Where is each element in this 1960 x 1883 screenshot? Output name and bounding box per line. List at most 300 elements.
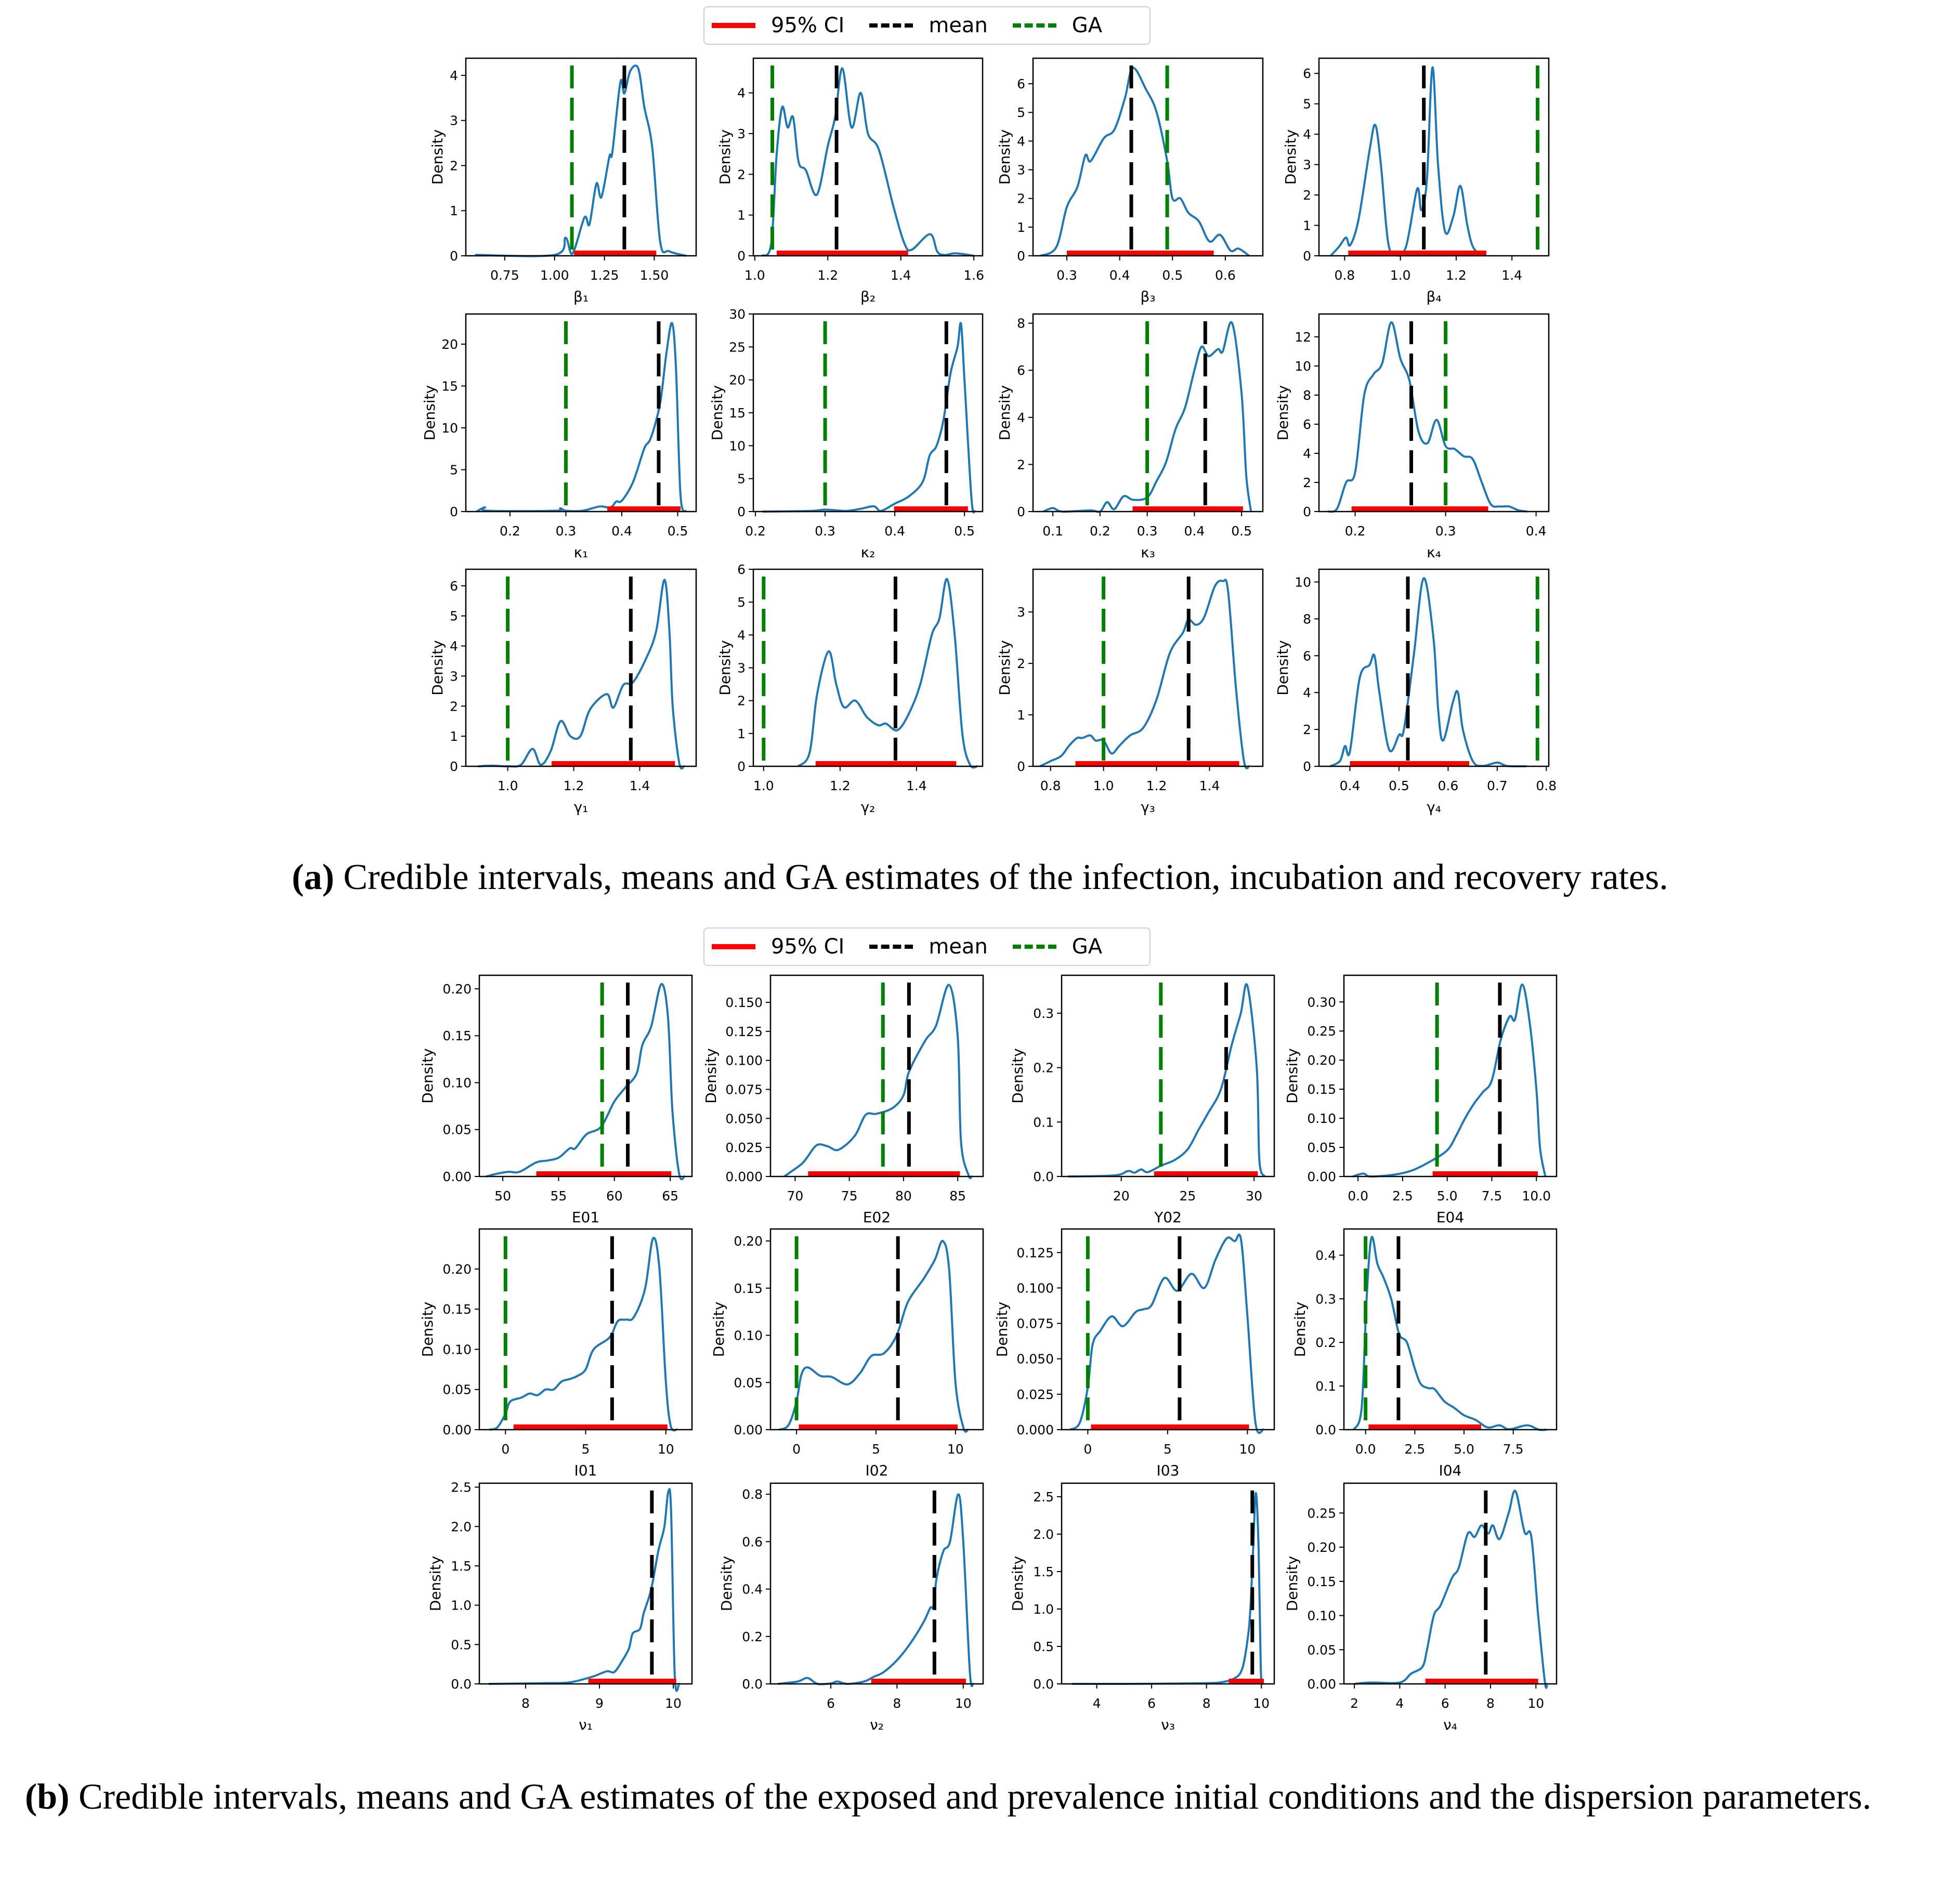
- x-tick-label: 10: [955, 1696, 972, 1711]
- y-tick-label: 2: [1017, 457, 1025, 473]
- x-axis-label: β₃: [1140, 288, 1156, 305]
- x-tick-label: 7.5: [1502, 1442, 1524, 1457]
- y-tick-label: 0.000: [1016, 1422, 1054, 1437]
- density-curve: [476, 323, 686, 512]
- y-tick-label: 5: [450, 462, 458, 478]
- y-tick-label: 0.10: [442, 1342, 472, 1357]
- x-tick-label: 5: [581, 1442, 590, 1457]
- y-tick-label: 4: [1303, 685, 1311, 701]
- density-panel-8: [1274, 314, 1549, 561]
- density-curve: [1354, 1237, 1547, 1430]
- density-panel-5: [421, 314, 696, 561]
- density-curve: [785, 985, 972, 1178]
- y-tick-label: 0.30: [1307, 995, 1336, 1010]
- x-tick-label: 5: [872, 1442, 880, 1457]
- y-tick-label: 0.0: [1033, 1677, 1054, 1692]
- x-tick-label: 7.5: [1481, 1188, 1502, 1204]
- y-axis-label: Density: [709, 385, 726, 441]
- legend-label-mean: mean: [929, 935, 988, 959]
- x-tick-label: 1.2: [1446, 268, 1467, 283]
- x-tick-label: 1.50: [639, 268, 669, 283]
- x-tick-label: 10: [1253, 1696, 1270, 1711]
- x-tick-label: 1.0: [497, 778, 518, 793]
- density-panel-15: [1009, 975, 1274, 1226]
- x-tick-label: 0.4: [1109, 268, 1130, 283]
- x-axis-label: I03: [1156, 1462, 1180, 1479]
- y-tick-label: 0.15: [1307, 1082, 1336, 1097]
- ci-line-swatch: [712, 944, 755, 949]
- y-tick-label: 0.5: [451, 1637, 472, 1653]
- y-tick-label: 4: [1303, 446, 1311, 461]
- y-tick-label: 4: [450, 68, 458, 83]
- x-axis-label: I02: [865, 1462, 888, 1479]
- y-tick-label: 0.025: [725, 1140, 763, 1156]
- caption-a-text: Credible intervals, means and GA estimates of the infection, incubation and recovery rates.: [334, 857, 1668, 897]
- x-axis-label: κ₁: [573, 544, 589, 561]
- density-curve: [489, 1238, 677, 1430]
- y-axis-label: Density: [994, 1301, 1011, 1357]
- x-axis-label: E04: [1436, 1209, 1465, 1226]
- caption-b-text: Credible intervals, means and GA estimates of the exposed and prevalence initial conditions and the dispersion parameters.: [69, 1777, 1872, 1817]
- x-axis-label: κ₂: [860, 544, 876, 561]
- y-tick-label: 4: [1017, 410, 1025, 425]
- x-axis-label: E02: [863, 1209, 891, 1226]
- y-tick-label: 4: [737, 627, 746, 643]
- y-tick-label: 0.075: [725, 1082, 763, 1097]
- x-tick-label: 0.75: [490, 268, 519, 283]
- y-tick-label: 0.2: [1033, 1060, 1054, 1076]
- x-tick-label: 1.4: [629, 778, 650, 793]
- x-tick-label: 0.2: [745, 524, 766, 539]
- y-tick-label: 0.100: [1016, 1280, 1054, 1296]
- density-panel-9: [429, 569, 696, 816]
- x-tick-label: 9: [595, 1696, 604, 1711]
- x-tick-label: 8: [521, 1696, 530, 1711]
- y-tick-label: 0.25: [1307, 1506, 1336, 1521]
- y-axis-label: Density: [996, 129, 1013, 185]
- density-panel-10: [716, 562, 983, 816]
- y-tick-label: 0.3: [1033, 1005, 1054, 1021]
- y-tick-label: 4: [450, 638, 458, 654]
- axes-frame: [479, 1483, 692, 1684]
- y-tick-label: 0.00: [442, 1169, 472, 1184]
- x-tick-label: 0.2: [1344, 524, 1366, 539]
- y-axis-label: Density: [421, 385, 438, 441]
- density-curve: [798, 579, 977, 768]
- x-tick-label: 1.4: [1501, 268, 1523, 283]
- y-tick-label: 0.10: [442, 1075, 472, 1091]
- density-curve: [1040, 580, 1249, 768]
- density-curve: [1072, 1493, 1263, 1684]
- x-tick-label: 0.4: [1339, 778, 1361, 793]
- y-axis-label: Density: [716, 640, 734, 696]
- y-tick-label: 0.00: [1307, 1677, 1336, 1692]
- ga-line-swatch: [1013, 23, 1056, 28]
- x-tick-label: 10: [1527, 1696, 1545, 1711]
- y-tick-label: 0.05: [442, 1382, 472, 1397]
- density-panel-7: [996, 314, 1263, 561]
- x-tick-label: 0.5: [1389, 778, 1409, 793]
- x-tick-label: 0.6: [1214, 268, 1236, 283]
- y-tick-label: 0: [1303, 504, 1311, 519]
- y-tick-label: 0.150: [725, 995, 763, 1011]
- y-tick-label: 5: [737, 595, 746, 610]
- y-tick-label: 4: [1303, 127, 1311, 142]
- y-tick-label: 0.0: [1315, 1422, 1336, 1437]
- y-tick-label: 0.100: [725, 1053, 763, 1068]
- density-curve: [778, 1494, 973, 1686]
- y-tick-label: 0: [450, 249, 458, 264]
- density-curve: [762, 68, 974, 256]
- density-panel-17: [419, 1229, 692, 1479]
- y-tick-label: 8: [1017, 316, 1025, 331]
- caption-b: [25, 1770, 1954, 1824]
- y-tick-label: 0.050: [1016, 1351, 1054, 1367]
- x-tick-label: 1.2: [1146, 778, 1167, 793]
- x-tick-label: 85: [949, 1188, 966, 1204]
- x-tick-label: 0.8: [1536, 778, 1557, 793]
- x-tick-label: 10: [657, 1442, 674, 1457]
- y-tick-label: 10: [729, 438, 746, 454]
- x-tick-label: 70: [787, 1188, 804, 1204]
- x-tick-label: 0.0: [1355, 1442, 1376, 1457]
- x-axis-label: β₁: [573, 288, 589, 305]
- x-tick-label: 5.0: [1454, 1442, 1474, 1457]
- y-tick-label: 1.0: [451, 1598, 472, 1613]
- y-tick-label: 0.15: [442, 1302, 472, 1317]
- x-tick-label: 0.8: [1334, 268, 1355, 283]
- y-tick-label: 0.10: [1307, 1111, 1336, 1127]
- x-tick-label: 6: [1441, 1696, 1449, 1711]
- y-tick-label: 2: [450, 158, 458, 174]
- axes-frame: [753, 314, 983, 512]
- y-tick-label: 25: [729, 339, 746, 355]
- legend-a: [703, 6, 1151, 45]
- x-tick-label: 0.3: [1435, 524, 1456, 539]
- x-tick-label: 8: [893, 1696, 901, 1711]
- x-axis-label: E01: [571, 1209, 600, 1226]
- x-tick-label: 0.3: [815, 524, 835, 539]
- density-curve: [1354, 1491, 1547, 1688]
- y-axis-label: Density: [429, 129, 446, 185]
- x-axis-label: γ₁: [573, 799, 589, 816]
- legend-item-mean: [869, 14, 987, 37]
- y-tick-label: 0.00: [442, 1422, 472, 1437]
- x-tick-label: 1.0: [744, 268, 765, 283]
- y-axis-label: Density: [419, 1301, 436, 1357]
- y-axis-label: Density: [718, 1555, 735, 1612]
- legend-label-ci: 95% CI: [771, 935, 845, 959]
- y-tick-label: 0.6: [742, 1534, 763, 1550]
- y-tick-label: 2: [1303, 475, 1311, 490]
- x-tick-label: 0.2: [1089, 524, 1110, 539]
- x-axis-label: ν₁: [579, 1716, 593, 1733]
- density-panel-21: [427, 1480, 692, 1733]
- y-tick-label: 0.05: [734, 1375, 763, 1391]
- x-axis-label: β₄: [1426, 288, 1442, 305]
- density-panel-20: [1291, 1229, 1557, 1479]
- y-tick-label: 0: [1303, 759, 1311, 774]
- x-tick-label: 1.4: [1199, 778, 1220, 793]
- x-tick-label: 0.3: [1056, 268, 1077, 283]
- x-axis-label: γ₄: [1427, 799, 1441, 816]
- legend-label-ci: 95% CI: [771, 14, 845, 37]
- y-axis-label: Density: [1291, 1301, 1309, 1357]
- y-tick-label: 0.10: [1307, 1608, 1336, 1624]
- legend-item-ga: [1013, 14, 1102, 37]
- y-tick-label: 0.05: [1307, 1140, 1336, 1156]
- x-tick-label: 0.2: [500, 524, 520, 539]
- x-tick-label: 1.0: [1390, 268, 1411, 283]
- y-tick-label: 0: [737, 759, 746, 774]
- y-tick-label: 2: [1017, 656, 1025, 672]
- x-tick-label: 80: [895, 1188, 912, 1204]
- x-axis-label: γ₂: [860, 799, 876, 816]
- y-tick-label: 0.2: [1315, 1335, 1336, 1351]
- density-panel-12: [1274, 569, 1557, 816]
- y-tick-label: 0.1: [1033, 1115, 1054, 1130]
- legend-label-ga: GA: [1072, 14, 1103, 37]
- axes-frame: [479, 975, 692, 1176]
- y-tick-label: 0.20: [1307, 1540, 1336, 1555]
- y-tick-label: 12: [1295, 329, 1311, 345]
- x-tick-label: 1.25: [590, 268, 619, 283]
- caption-a-tag: (a): [292, 857, 334, 897]
- axes-frame: [1319, 314, 1549, 512]
- y-tick-label: 1.0: [1033, 1601, 1054, 1617]
- y-tick-label: 1: [1303, 218, 1311, 233]
- x-axis-label: ν₂: [870, 1716, 884, 1733]
- y-axis-label: Density: [419, 1048, 436, 1104]
- y-tick-label: 0.0: [451, 1677, 472, 1692]
- y-tick-label: 0.05: [1307, 1642, 1336, 1658]
- x-tick-label: 30: [1246, 1188, 1263, 1204]
- x-tick-label: 1.6: [963, 268, 985, 283]
- density-panel-3: [996, 58, 1263, 305]
- x-tick-label: 0.5: [667, 524, 688, 539]
- density-curve: [486, 984, 685, 1180]
- axes-frame: [770, 975, 983, 1176]
- y-tick-label: 0.4: [1315, 1248, 1336, 1263]
- density-panel-2: [716, 58, 984, 305]
- x-tick-label: 4: [1395, 1696, 1404, 1711]
- x-axis-label: κ₄: [1427, 544, 1441, 561]
- x-tick-label: 0.4: [884, 524, 905, 539]
- ci-line-swatch: [712, 23, 755, 28]
- y-tick-label: 0.5: [1033, 1639, 1054, 1654]
- y-tick-label: 4: [1017, 134, 1025, 149]
- y-tick-label: 0: [1017, 504, 1025, 519]
- y-tick-label: 0.15: [442, 1028, 472, 1044]
- axes-frame: [1062, 1483, 1274, 1684]
- y-tick-label: 0: [737, 249, 746, 264]
- y-tick-label: 0.050: [725, 1111, 763, 1127]
- density-curve: [1353, 985, 1546, 1176]
- x-tick-label: 1.0: [753, 778, 774, 793]
- y-axis-label: Density: [702, 1048, 720, 1104]
- density-panel-13: [419, 975, 692, 1226]
- density-panel-23: [1009, 1483, 1274, 1733]
- x-tick-label: 55: [550, 1188, 567, 1204]
- y-tick-label: 6: [1303, 416, 1311, 432]
- x-tick-label: 0.4: [1525, 524, 1547, 539]
- density-curve: [1068, 984, 1265, 1176]
- y-tick-label: 6: [1017, 363, 1025, 378]
- y-tick-label: 0.4: [742, 1581, 763, 1597]
- y-tick-label: 6: [1017, 76, 1025, 92]
- y-tick-label: 2: [1303, 722, 1311, 738]
- x-tick-label: 25: [1179, 1188, 1196, 1204]
- x-tick-label: 8: [1486, 1696, 1495, 1711]
- x-tick-label: 10.0: [1522, 1188, 1551, 1204]
- density-curve: [1330, 578, 1527, 766]
- y-tick-label: 3: [737, 660, 746, 676]
- y-tick-label: 20: [729, 372, 746, 388]
- x-tick-label: 50: [494, 1188, 511, 1204]
- y-tick-label: 2.0: [1033, 1526, 1054, 1542]
- y-tick-label: 0.125: [1016, 1245, 1054, 1261]
- y-tick-label: 0.0: [1033, 1169, 1054, 1184]
- y-axis-label: Density: [996, 640, 1013, 696]
- y-tick-label: 15: [441, 378, 458, 394]
- x-tick-label: 8: [1202, 1696, 1211, 1711]
- mean-line-swatch: [869, 23, 913, 28]
- legend-label-ga: GA: [1072, 935, 1103, 959]
- x-axis-label: Y02: [1154, 1209, 1182, 1226]
- x-axis-label: κ₃: [1141, 544, 1155, 561]
- axes-frame: [770, 1483, 983, 1684]
- y-tick-label: 0.20: [1307, 1053, 1336, 1068]
- density-curve: [475, 66, 686, 256]
- x-tick-label: 0: [501, 1442, 510, 1457]
- y-tick-label: 0.15: [1307, 1574, 1336, 1589]
- axes-frame: [1033, 58, 1263, 256]
- y-tick-label: 1.5: [451, 1558, 472, 1574]
- y-axis-label: Density: [996, 385, 1013, 441]
- y-tick-label: 0.25: [1307, 1024, 1336, 1039]
- density-panel-22: [718, 1483, 983, 1733]
- y-tick-label: 5: [737, 471, 746, 487]
- x-tick-label: 5.0: [1436, 1188, 1458, 1204]
- y-axis-label: Density: [1284, 1048, 1301, 1104]
- x-tick-label: 0: [1083, 1442, 1092, 1457]
- density-panel-4: [1282, 58, 1549, 305]
- y-tick-label: 1: [1017, 219, 1025, 235]
- y-tick-label: 0.00: [734, 1422, 763, 1437]
- y-axis-label: Density: [1274, 640, 1291, 696]
- y-tick-label: 2.5: [451, 1480, 472, 1495]
- x-tick-label: 5: [1163, 1442, 1172, 1457]
- legend-label-mean: mean: [929, 14, 988, 37]
- x-tick-label: 2.5: [1392, 1188, 1413, 1204]
- x-tick-label: 0.3: [1136, 524, 1158, 539]
- x-tick-label: 0.6: [1438, 778, 1459, 793]
- y-axis-label: Density: [710, 1301, 727, 1357]
- legend-item-mean: [869, 935, 987, 959]
- axes-frame: [479, 1229, 692, 1430]
- y-tick-label: 0.8: [742, 1487, 763, 1502]
- x-axis-label: β₂: [860, 288, 876, 305]
- y-tick-label: 6: [1303, 648, 1311, 664]
- y-tick-label: 6: [450, 578, 458, 594]
- y-tick-label: 0.0: [742, 1677, 763, 1692]
- y-tick-label: 6: [737, 562, 746, 577]
- y-tick-label: 6: [1303, 66, 1311, 82]
- x-tick-label: 0.5: [954, 524, 975, 539]
- y-tick-label: 10: [441, 420, 458, 436]
- x-tick-label: 0.1: [1042, 524, 1064, 539]
- x-tick-label: 0.0: [1348, 1188, 1368, 1204]
- x-tick-label: 6: [1147, 1696, 1156, 1711]
- y-tick-label: 0: [1017, 249, 1025, 264]
- density-curve: [1328, 322, 1527, 512]
- y-tick-label: 0.000: [725, 1169, 763, 1184]
- y-tick-label: 0.05: [442, 1122, 472, 1137]
- y-tick-label: 10: [1295, 358, 1311, 374]
- y-tick-label: 0.1: [1315, 1379, 1336, 1394]
- x-tick-label: 0.5: [1162, 268, 1183, 283]
- axes-frame: [753, 569, 983, 766]
- x-axis-label: I01: [574, 1462, 597, 1479]
- y-tick-label: 1: [450, 203, 458, 219]
- y-tick-label: 1: [1017, 708, 1025, 723]
- axes-frame: [466, 314, 696, 512]
- density-curve: [1070, 1235, 1264, 1433]
- y-tick-label: 0.20: [442, 981, 472, 997]
- density-panel-1: [429, 58, 696, 305]
- x-tick-label: 10: [665, 1696, 682, 1711]
- y-tick-label: 20: [441, 336, 458, 352]
- y-tick-label: 5: [450, 608, 458, 624]
- y-tick-label: 0.3: [1315, 1291, 1336, 1307]
- y-tick-label: 0.20: [734, 1234, 763, 1249]
- x-tick-label: 20: [1113, 1188, 1130, 1204]
- x-tick-label: 0: [792, 1442, 801, 1457]
- density-panel-11: [996, 569, 1263, 816]
- y-tick-label: 4: [737, 85, 746, 101]
- x-tick-label: 10: [1239, 1442, 1256, 1457]
- x-tick-label: 65: [662, 1188, 679, 1204]
- y-tick-label: 2: [737, 167, 746, 182]
- x-tick-label: 1.4: [890, 268, 911, 283]
- y-tick-label: 0.10: [734, 1328, 763, 1343]
- y-tick-label: 0.125: [725, 1024, 763, 1039]
- y-tick-label: 2: [1017, 191, 1025, 206]
- axes-frame: [1319, 569, 1549, 766]
- y-tick-label: 0.025: [1016, 1387, 1054, 1402]
- y-tick-label: 0.2: [742, 1629, 763, 1644]
- x-axis-label: γ₃: [1141, 799, 1155, 816]
- x-tick-label: 1.4: [906, 778, 927, 793]
- x-axis-label: ν₃: [1161, 1716, 1175, 1733]
- y-axis-label: Density: [1274, 385, 1291, 441]
- y-tick-label: 0.00: [1307, 1169, 1336, 1184]
- y-tick-label: 5: [1017, 105, 1025, 121]
- y-axis-label: Density: [1009, 1048, 1026, 1104]
- y-tick-label: 3: [450, 669, 458, 684]
- y-tick-label: 3: [450, 113, 458, 128]
- y-tick-label: 30: [729, 307, 746, 322]
- x-tick-label: 6: [826, 1696, 835, 1711]
- y-tick-label: 15: [729, 406, 746, 421]
- y-tick-label: 3: [1017, 162, 1025, 178]
- y-tick-label: 3: [1303, 157, 1311, 173]
- y-tick-label: 1: [737, 207, 746, 223]
- y-axis-label: Density: [429, 640, 446, 696]
- axes-frame: [753, 58, 983, 256]
- caption-b-tag: (b): [25, 1777, 70, 1817]
- density-panel-6: [709, 307, 983, 561]
